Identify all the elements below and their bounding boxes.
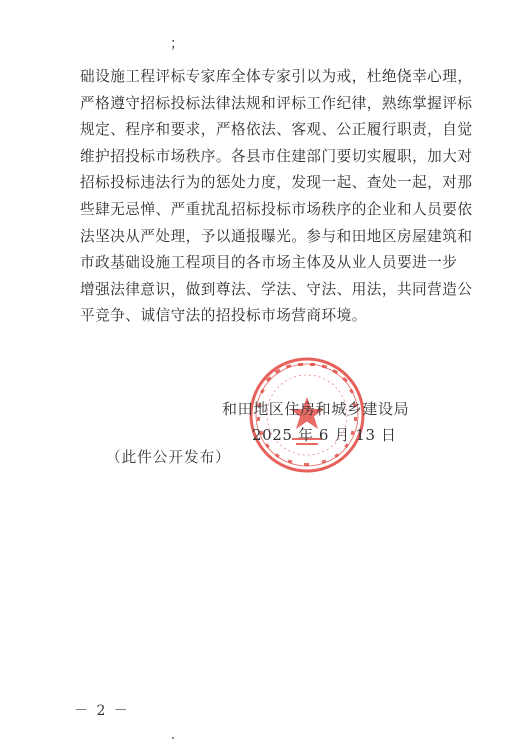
- bottom-dot: [172, 737, 174, 739]
- signature-organization: 和田地区住房和城乡建设局: [222, 400, 410, 418]
- page-number: － 2 －: [74, 703, 130, 719]
- body-line: 招标投标违法行为的惩处力度，发现一起、查处一起，对那: [80, 174, 473, 192]
- body-line: 平竞争、诚信守法的招投标市场营商环境。: [80, 307, 367, 325]
- publication-note: （此件公开发布）: [106, 449, 231, 466]
- body-line: 规定、程序和要求，严格依法、客观、公正履行职责，自觉: [80, 121, 473, 139]
- body-line: 市政基础设施工程项目的各市场主体及从业人员要进一步: [80, 254, 458, 272]
- body-line: 些肆无忌惮、严重扰乱招标投标市场秩序的企业和人员要依: [80, 200, 473, 218]
- body-paragraph: [80, 64, 472, 330]
- body-line: 维护招投标市场秩序。各县市住建部门要切实履职，加大对: [80, 147, 473, 165]
- body-line: 增强法律意识，做到尊法、学法、守法、用法，共同营造公: [80, 280, 473, 298]
- body-line: 础设施工程评标专家库全体专家引以为戒，杜绝侥幸心理，: [80, 68, 473, 85]
- signature-date: 2025 年 6 月 13 日: [252, 426, 397, 444]
- top-mark: ；: [170, 36, 184, 52]
- body-line: 法坚决从严处理，予以通报曝光。参与和田地区房屋建筑和: [80, 227, 473, 245]
- body-line: 严格遵守招标投标法律法规和评标工作纪律，熟练掌握评标: [80, 94, 473, 112]
